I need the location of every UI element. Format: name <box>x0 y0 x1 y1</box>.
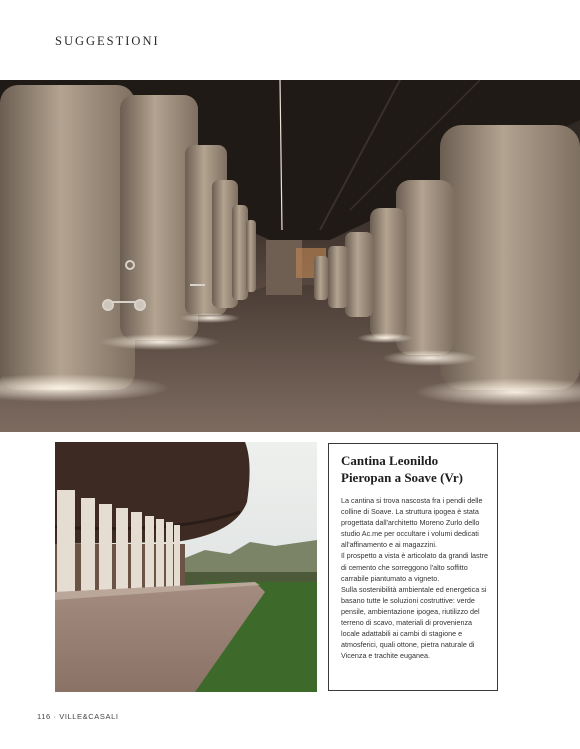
page-footer: 116 · VILLE&CASALI <box>37 712 119 721</box>
article-paragraph-2: Il prospetto a vista è articolato da grandi lastre di cemento che sorreggono l'alto soffitto carrabile piantumato a vigneto. <box>341 551 489 583</box>
article-paragraph-1: La cantina si trova nascosta fra i pendii delle colline di Soave. La struttura ipogea è stata progettata dall'architetto Moreno Zurlo dello studio Ac.me per occultare i volumi dedicati all'affinamento e ai magazzini. <box>341 496 483 550</box>
article-paragraph-3: Sulla sostenibilità ambientale ed energetica si basano tutte le soluzioni costruttive: verde pensile, ambientazione ipogea, riutilizzo del terreno di scavo, materiali di provenienza locale adattabili ai cambi di stagione e atmosferici, quali ottone, pietra naturale di Vicenza e trachite euganea. <box>341 584 487 661</box>
winery-exterior-photo <box>55 442 317 692</box>
wine-cellar-photo <box>0 80 580 432</box>
article-box <box>328 443 498 691</box>
article-title: Cantina Leonildo Pieropan a Soave (Vr) <box>341 453 463 485</box>
section-title: SUGGESTIONI <box>55 34 160 48</box>
